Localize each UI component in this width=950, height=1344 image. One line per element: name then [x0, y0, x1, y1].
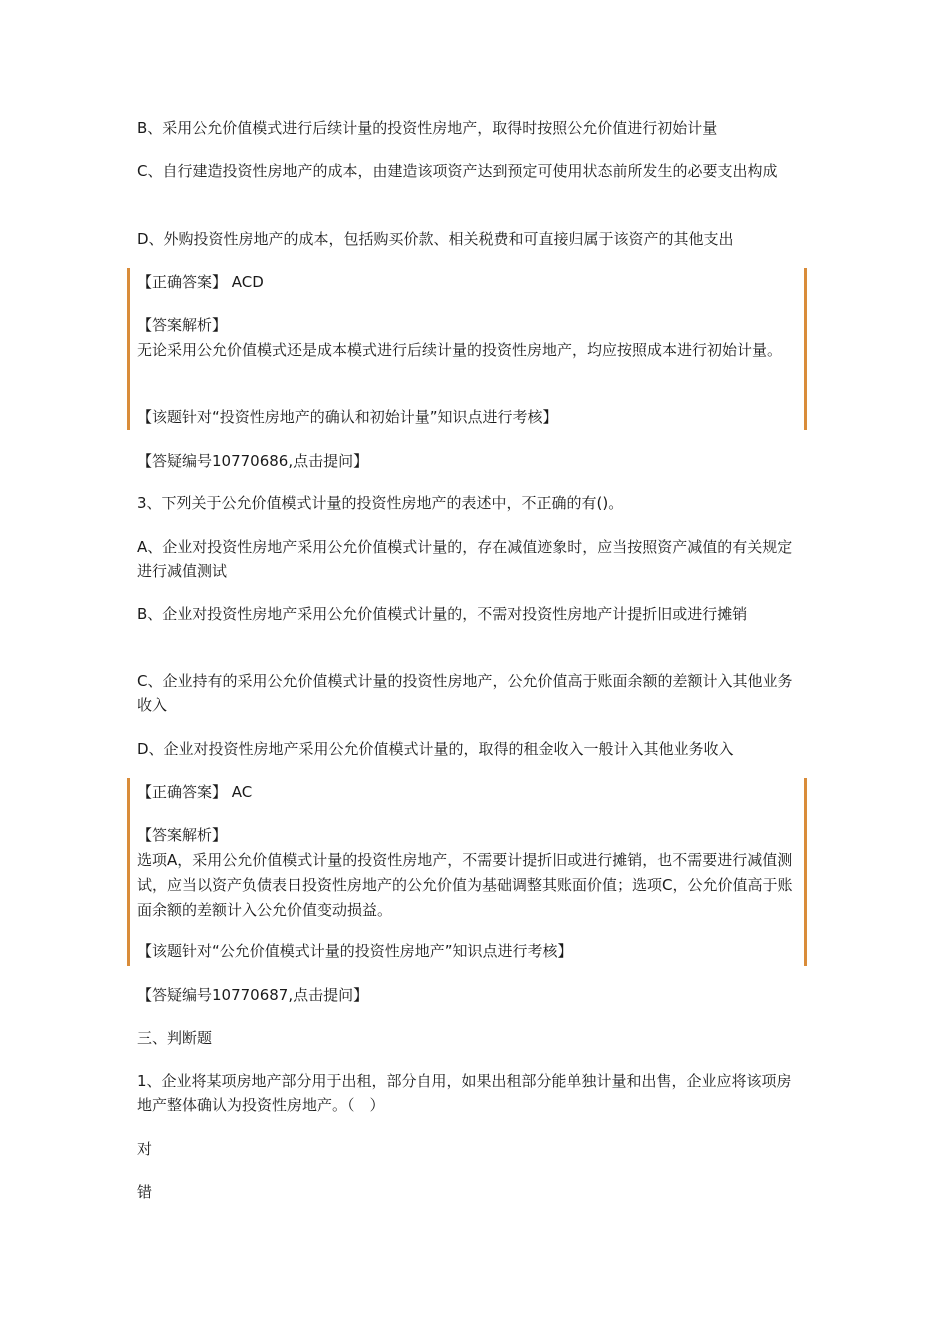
q3-option-b: B、企业对投资性房地产采用公允价值模式计量的，不需对投资性房地产计提折旧或进行摊销: [137, 605, 748, 623]
answer-box-right-bar: [804, 268, 807, 430]
q2-option-d: D、外购投资性房地产的成本，包括购买价款、相关税费和可直接归属于该资产的其他支出: [137, 230, 734, 248]
q3-question: 3、下列关于公允价值模式计量的投资性房地产的表述中，不正确的有()。: [137, 494, 624, 512]
answer-box-left-bar: [127, 778, 130, 966]
q3-option-a: A、企业对投资性房地产采用公允价值模式计量的，存在减值迹象时，应当按照资产减值的有关规定进行减值测试: [137, 538, 793, 580]
section-title: 三、判断题: [137, 1029, 213, 1047]
q3-option-c: C、企业持有的采用公允价值模式计量的投资性房地产，公允价值高于账面余额的差额计入其他业务收入: [137, 672, 793, 714]
judge-option-false[interactable]: 错: [137, 1183, 153, 1201]
q3-option-d: D、企业对投资性房地产采用公允价值模式计量的，取得的租金收入一般计入其他业务收入: [137, 740, 734, 758]
q2-analysis-text: 无论采用公允价值模式还是成本模式进行后续计量的投资性房地产，均应按照成本进行初始计量。: [137, 341, 783, 359]
q3-analysis-label: 【答案解析】: [137, 826, 228, 844]
q3-qa-link[interactable]: 【答疑编号10770687,点击提问】: [137, 986, 369, 1004]
q3-knowledge-point: 【该题针对“公允价值模式计量的投资性房地产”知识点进行考核】: [137, 942, 573, 960]
q3-analysis-text: 选项A，采用公允价值模式计量的投资性房地产，不需要计提折旧或进行摊销，也不需要进行减值测试，应当以资产负债表日投资性房地产的公允价值为基础调整其账面价值；选项C，公允价值高于账面余额的差额计入公允价值变动损益。: [137, 851, 793, 919]
judge-q1: 1、企业将某项房地产部分用于出租，部分自用，如果出租部分能单独计量和出售，企业应将该项房地产整体确认为投资性房地产。（ ）: [137, 1072, 792, 1114]
answer-box-left-bar: [127, 268, 130, 430]
q2-option-b: B、采用公允价值模式进行后续计量的投资性房地产，取得时按照公允价值进行初始计量: [137, 119, 718, 137]
q2-answer-box: [127, 268, 807, 430]
q3-answer-box: [127, 778, 807, 966]
q2-knowledge-point: 【该题针对“投资性房地产的确认和初始计量”知识点进行考核】: [137, 408, 558, 426]
judge-option-true[interactable]: 对: [137, 1140, 153, 1158]
answer-box-right-bar: [804, 778, 807, 966]
q2-analysis-label: 【答案解析】: [137, 316, 228, 334]
q2-option-c: C、自行建造投资性房地产的成本，由建造该项资产达到预定可使用状态前所发生的必要支出构成: [137, 162, 778, 180]
q2-qa-link[interactable]: 【答疑编号10770686,点击提问】: [137, 452, 369, 470]
q2-correct-answer: 【正确答案】 ACD: [137, 273, 264, 291]
q3-correct-answer: 【正确答案】 AC: [137, 783, 253, 801]
